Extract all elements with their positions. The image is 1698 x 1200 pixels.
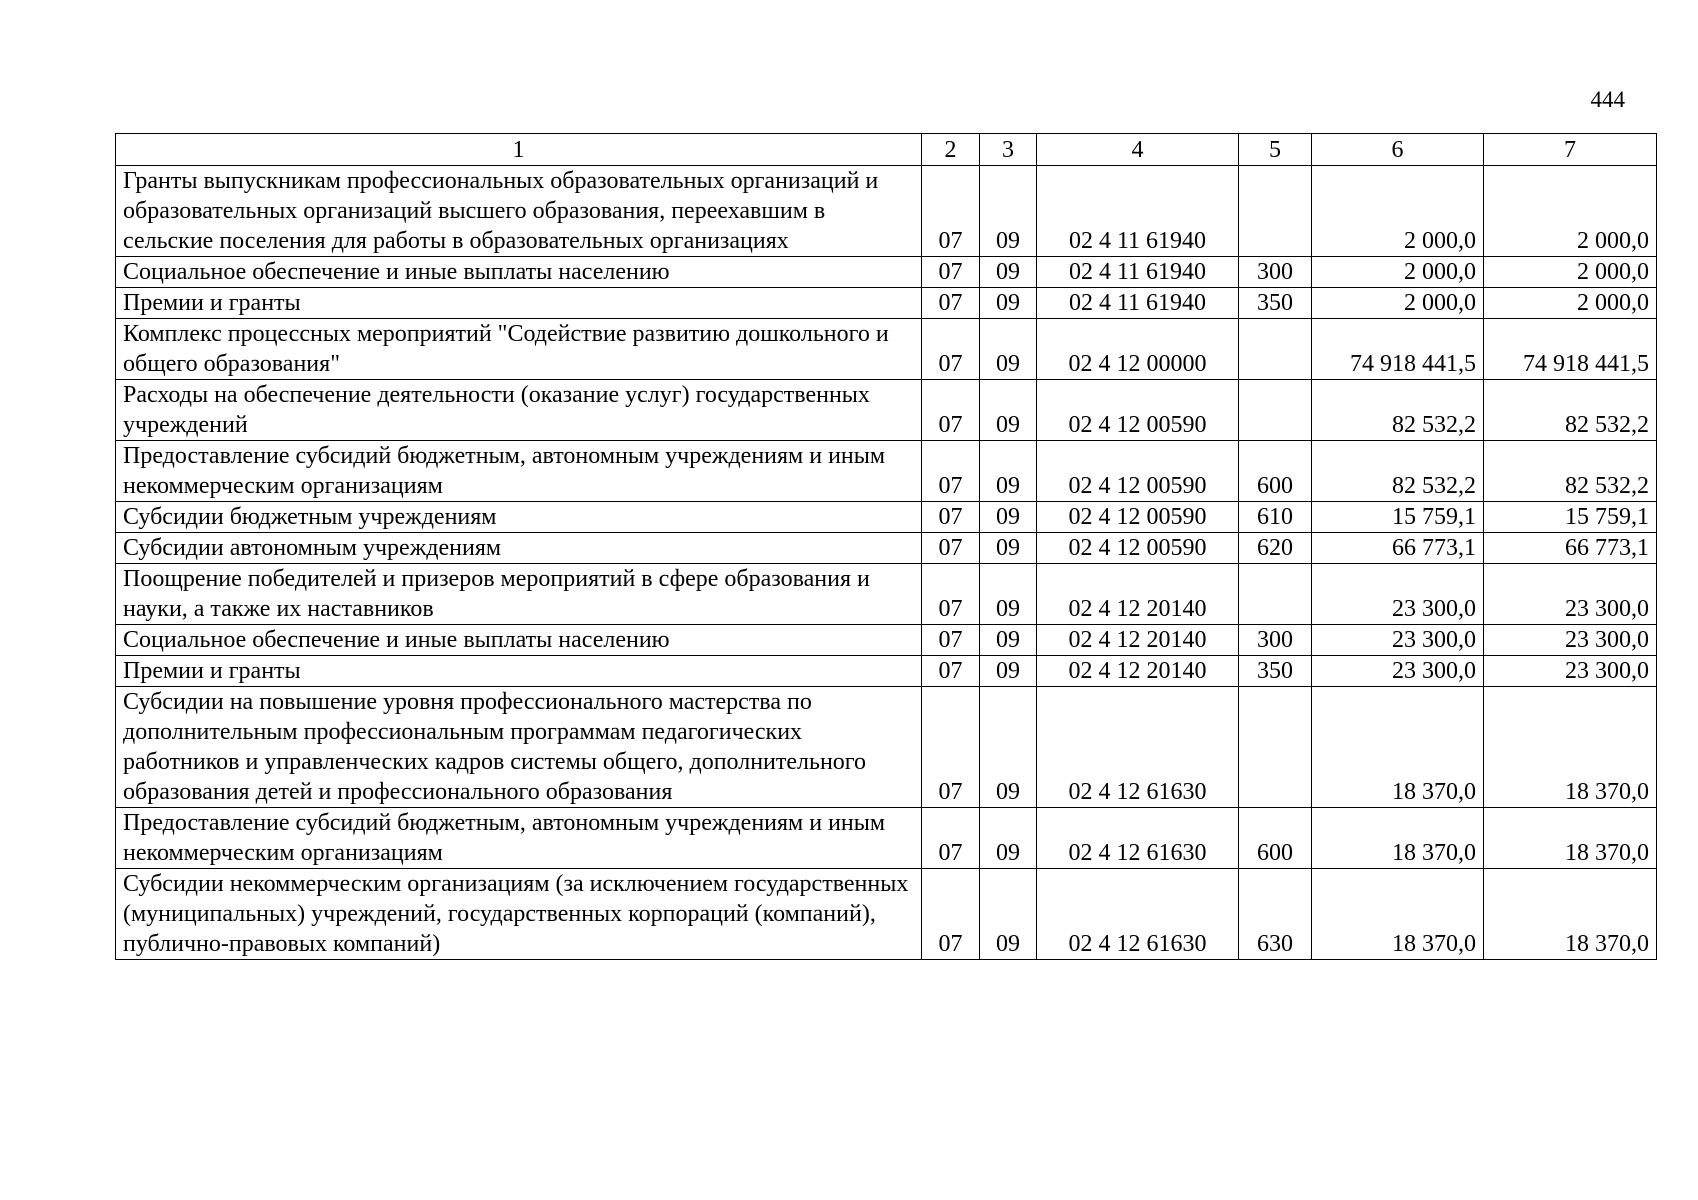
cell-target-code: 02 4 12 00590 [1037,533,1239,564]
cell-amount-1: 2 000,0 [1312,288,1484,319]
header-col-3: 3 [980,134,1037,166]
cell-expense-type [1239,166,1312,257]
header-col-5: 5 [1239,134,1312,166]
cell-subsection: 09 [980,808,1037,869]
cell-expense-type [1239,564,1312,625]
cell-amount-1: 66 773,1 [1312,533,1484,564]
header-col-7: 7 [1484,134,1657,166]
cell-section: 07 [922,564,980,625]
table-row [116,257,1657,288]
cell-section: 07 [922,380,980,441]
cell-name: Субсидии некоммерческим организациям (за исключением государственных (муниципальных) учреждений, государственных корпораций (компаний), публично-правовых компаний) [116,869,922,960]
cell-amount-2: 66 773,1 [1484,533,1657,564]
cell-target-code: 02 4 11 61940 [1037,288,1239,319]
cell-amount-1: 23 300,0 [1312,564,1484,625]
cell-expense-type: 630 [1239,869,1312,960]
cell-amount-2: 82 532,2 [1484,380,1657,441]
table-row [116,656,1657,687]
table-row [116,441,1657,502]
cell-name: Предоставление субсидий бюджетным, автономным учреждениям и иным некоммерческим организациям [116,808,922,869]
cell-amount-2: 23 300,0 [1484,625,1657,656]
cell-expense-type: 620 [1239,533,1312,564]
cell-target-code: 02 4 12 61630 [1037,869,1239,960]
cell-target-code: 02 4 12 20140 [1037,625,1239,656]
header-col-6: 6 [1312,134,1484,166]
cell-amount-1: 15 759,1 [1312,502,1484,533]
cell-section: 07 [922,166,980,257]
cell-subsection: 09 [980,533,1037,564]
table-row [116,808,1657,869]
cell-amount-2: 82 532,2 [1484,441,1657,502]
table-row [116,869,1657,960]
cell-subsection: 09 [980,687,1037,808]
cell-name: Социальное обеспечение и иные выплаты населению [116,625,922,656]
header-col-4: 4 [1037,134,1239,166]
cell-amount-2: 15 759,1 [1484,502,1657,533]
cell-expense-type [1239,319,1312,380]
cell-name: Субсидии на повышение уровня профессионального мастерства по дополнительным профессиональным программам педагогических работников и управленческих кадров системы общего, дополнительного образования детей и профессионального образования [116,687,922,808]
table-row [116,380,1657,441]
cell-subsection: 09 [980,441,1037,502]
cell-name: Субсидии автономным учреждениям [116,533,922,564]
header-col-1: 1 [116,134,922,166]
cell-name: Поощрение победителей и призеров мероприятий в сфере образования и науки, а также их наставников [116,564,922,625]
cell-section: 07 [922,502,980,533]
cell-amount-2: 2 000,0 [1484,257,1657,288]
cell-name: Субсидии бюджетным учреждениям [116,502,922,533]
cell-target-code: 02 4 12 61630 [1037,808,1239,869]
cell-target-code: 02 4 12 20140 [1037,564,1239,625]
cell-name: Социальное обеспечение и иные выплаты населению [116,257,922,288]
cell-section: 07 [922,441,980,502]
cell-target-code: 02 4 12 00590 [1037,502,1239,533]
cell-amount-2: 18 370,0 [1484,869,1657,960]
cell-subsection: 09 [980,166,1037,257]
cell-amount-2: 74 918 441,5 [1484,319,1657,380]
cell-subsection: 09 [980,869,1037,960]
cell-section: 07 [922,625,980,656]
cell-name: Расходы на обеспечение деятельности (оказание услуг) государственных учреждений [116,380,922,441]
cell-target-code: 02 4 12 00590 [1037,441,1239,502]
cell-amount-1: 23 300,0 [1312,656,1484,687]
table-row [116,288,1657,319]
cell-target-code: 02 4 11 61940 [1037,166,1239,257]
cell-name: Премии и гранты [116,656,922,687]
cell-amount-1: 23 300,0 [1312,625,1484,656]
cell-amount-2: 18 370,0 [1484,808,1657,869]
table-row [116,166,1657,257]
cell-expense-type: 610 [1239,502,1312,533]
cell-expense-type: 350 [1239,288,1312,319]
cell-section: 07 [922,257,980,288]
cell-target-code: 02 4 11 61940 [1037,257,1239,288]
cell-amount-1: 2 000,0 [1312,166,1484,257]
cell-name: Комплекс процессных мероприятий "Содействие развитию дошкольного и общего образования" [116,319,922,380]
cell-name: Гранты выпускникам профессиональных образовательных организаций и образовательных организаций высшего образования, переехавшим в сельские поселения для работы в образовательных организациях [116,166,922,257]
cell-section: 07 [922,656,980,687]
table-row [116,687,1657,808]
cell-subsection: 09 [980,564,1037,625]
cell-amount-1: 2 000,0 [1312,257,1484,288]
table-row [116,625,1657,656]
cell-section: 07 [922,808,980,869]
cell-subsection: 09 [980,319,1037,380]
cell-subsection: 09 [980,625,1037,656]
page-number: 444 [1590,87,1625,112]
cell-subsection: 09 [980,502,1037,533]
cell-amount-2: 23 300,0 [1484,656,1657,687]
cell-subsection: 09 [980,380,1037,441]
cell-amount-1: 18 370,0 [1312,808,1484,869]
cell-amount-1: 74 918 441,5 [1312,319,1484,380]
cell-target-code: 02 4 12 61630 [1037,687,1239,808]
cell-amount-2: 23 300,0 [1484,564,1657,625]
budget-table [115,133,1657,960]
table-row [116,502,1657,533]
cell-expense-type: 350 [1239,656,1312,687]
table-row [116,564,1657,625]
header-row [116,134,1657,166]
cell-subsection: 09 [980,656,1037,687]
cell-section: 07 [922,869,980,960]
cell-amount-1: 18 370,0 [1312,869,1484,960]
cell-amount-1: 82 532,2 [1312,441,1484,502]
cell-expense-type: 600 [1239,441,1312,502]
cell-amount-2: 2 000,0 [1484,166,1657,257]
cell-expense-type: 300 [1239,257,1312,288]
table-row [116,533,1657,564]
cell-name: Предоставление субсидий бюджетным, автономным учреждениям и иным некоммерческим организациям [116,441,922,502]
cell-amount-2: 18 370,0 [1484,687,1657,808]
cell-subsection: 09 [980,257,1037,288]
cell-target-code: 02 4 12 20140 [1037,656,1239,687]
cell-subsection: 09 [980,288,1037,319]
cell-expense-type: 300 [1239,625,1312,656]
cell-section: 07 [922,687,980,808]
cell-expense-type [1239,380,1312,441]
header-col-2: 2 [922,134,980,166]
cell-expense-type: 600 [1239,808,1312,869]
cell-target-code: 02 4 12 00000 [1037,319,1239,380]
cell-section: 07 [922,288,980,319]
cell-target-code: 02 4 12 00590 [1037,380,1239,441]
cell-expense-type [1239,687,1312,808]
cell-section: 07 [922,319,980,380]
cell-amount-1: 18 370,0 [1312,687,1484,808]
cell-section: 07 [922,533,980,564]
cell-name: Премии и гранты [116,288,922,319]
cell-amount-1: 82 532,2 [1312,380,1484,441]
cell-amount-2: 2 000,0 [1484,288,1657,319]
table-row [116,319,1657,380]
